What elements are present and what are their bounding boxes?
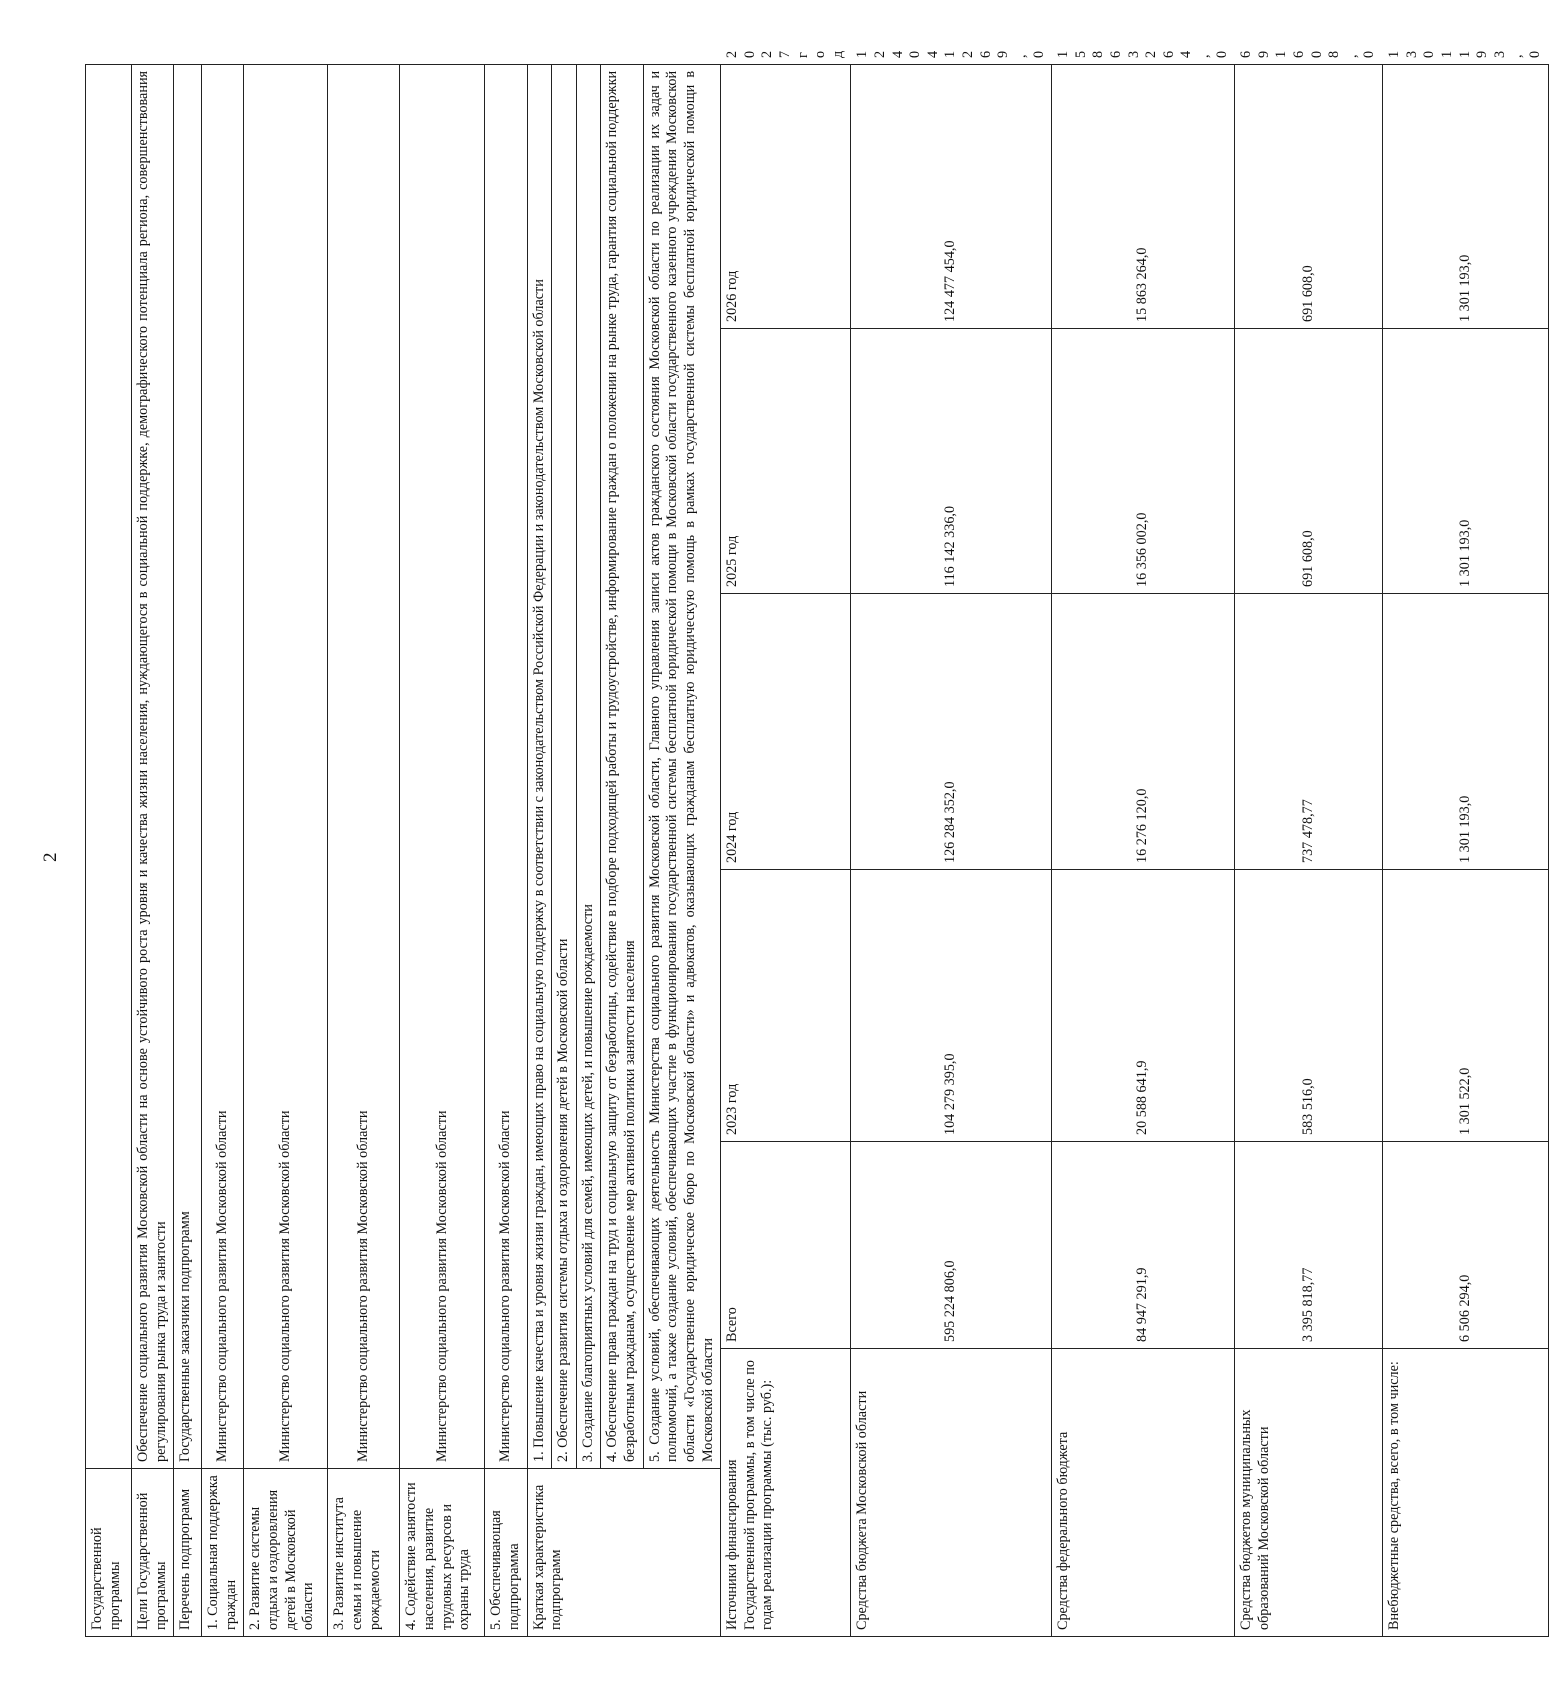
sub1-value: Министерство социального развития Московской области <box>202 64 244 1468</box>
financing-cell: 116 142 336,0 <box>851 329 1052 594</box>
column-header: 2023 год <box>721 870 851 1142</box>
financing-cell: 16 356 002,0 <box>1052 329 1235 594</box>
financing-cell: 20 588 641,9 <box>1052 870 1235 1142</box>
financing-cell: 3 395 818,77 <box>1235 1142 1383 1349</box>
financing-cell: 1 301 522,0 <box>1383 870 1548 1142</box>
financing-cell: 6 506 294,0 <box>1383 1142 1548 1349</box>
financing-row: Внебюджетные средства, всего, в том числе: 6 506 294,0 1 301 522,0 1 301 193,0 1 301 193,0 1 301 193,0 1 301 193,0 <box>1383 64 1548 1636</box>
subprograms-value: Государственные заказчики подпрограмм <box>174 64 202 1468</box>
financing-row-label: Средства бюджета Московской области <box>851 1349 1052 1637</box>
financing-cell: 126 284 352,0 <box>851 594 1052 870</box>
characteristic-item: 4. Обеспечение права граждан на труд и социальную защиту от безработицы, содействие в подборе подходящей работы и трудоустройстве, информирование граждан о положении на рынке труда, гарантия социальной поддержки безработным гражданам, осуществление мер активной политики занятости населения <box>601 64 643 1468</box>
column-header: Всего <box>721 1142 851 1349</box>
subprograms-label: Перечень подпрограмм <box>174 1469 202 1637</box>
financing-label: Источники финансирования Государственной программы, в том числе по годам реализации программы (тыс. руб.): <box>721 1349 851 1637</box>
financing-row: Средства бюджета Московской области 595 224 806,0 104 279 395,0 126 284 352,0 116 142 336,0 124 477 454,0 124 041 269,0 <box>851 64 1052 1636</box>
column-header: 2025 год <box>721 329 851 594</box>
goals-value: Обеспечение социального развития Московской области на основе устойчивого роста уровня и качества жизни населения, нуждающегося в социальной поддержке, демографического потенциала региона, совершенствования регулирования рынка труда и занятости <box>132 64 174 1468</box>
sub5-label: 5. Обеспечивающая подпрограмма <box>485 1469 527 1637</box>
table-row <box>576 64 601 1636</box>
table-row <box>552 64 577 1636</box>
goals-label: Цели Государственной программы <box>132 1469 174 1637</box>
financing-cell: 1 301 193,0 <box>1383 594 1548 870</box>
financing-cell: 1 301 193,0 <box>1383 329 1548 594</box>
financing-cell: 124 477 454,0 <box>851 64 1052 328</box>
table-row <box>132 64 174 1636</box>
financing-cell: 595 224 806,0 <box>851 1142 1052 1349</box>
table-row <box>643 64 720 1636</box>
financing-cell: 583 516,0 <box>1235 870 1383 1142</box>
characteristic-item: 2. Обеспечение развития системы отдыха и оздоровления детей в Московской области <box>552 64 577 1468</box>
column-header: 2024 год <box>721 594 851 870</box>
table-row <box>527 64 552 1636</box>
row-value <box>86 64 132 1468</box>
table-row <box>328 64 400 1636</box>
financing-row: Средства бюджетов муниципальных образований Московской области 3 395 818,77 583 516,0 737 478,77 691 608,0 691 608,0 691 608,0 <box>1235 64 1383 1636</box>
financing-cell: 15 863 264,0 <box>1052 64 1235 328</box>
table-row <box>601 64 643 1636</box>
financing-cell: 691 608,0 <box>1235 64 1383 328</box>
financing-cell: 691 608,0 <box>1235 329 1383 594</box>
table-row <box>202 64 244 1636</box>
financing-header-row: Источники финансирования Государственной программы, в том числе по годам реализации программы (тыс. руб.): Всего 2023 год 2024 год 2025 год 2026 год 2027 год <box>721 64 851 1636</box>
sub3-value: Министерство социального развития Московской области <box>328 64 400 1468</box>
table-row <box>485 64 527 1636</box>
financing-cell: 16 276 120,0 <box>1052 594 1235 870</box>
characteristics-label: Краткая характеристика подпрограмм <box>527 1469 720 1637</box>
table-row <box>174 64 202 1636</box>
financing-row-label: Средства федерального бюджета <box>1052 1349 1235 1637</box>
sub4-value: Министерство социального развития Московской области <box>400 64 485 1468</box>
sub1-label: 1. Социальная поддержка граждан <box>202 1469 244 1637</box>
table-row <box>400 64 485 1636</box>
row-label: Государственной программы <box>86 1469 132 1637</box>
financing-row: Средства федерального бюджета 84 947 291,9 20 588 641,9 16 276 120,0 16 356 002,0 15 863 264,0 15 863 264,0 <box>1052 64 1235 1636</box>
table-row <box>86 64 132 1636</box>
characteristic-item: 1. Повышение качества и уровня жизни граждан, имеющих право на социальную поддержку в соответствии с законодательством Российской Федерации и законодательством Московской области <box>527 64 552 1468</box>
sub3-label: 3. Развитие института семьи и повышение рождаемости <box>328 1469 400 1637</box>
financing-cell: 1 301 193,0 <box>1383 64 1548 328</box>
characteristic-item: 3. Создание благоприятных условий для семей, имеющих детей, и повышение рождаемости <box>576 64 601 1468</box>
table-row <box>244 64 328 1636</box>
page-number: 2 <box>40 852 61 862</box>
financing-cell: 104 279 395,0 <box>851 870 1052 1142</box>
characteristic-item: 5. Создание условий, обеспечивающих деятельность Министерства социального развития Московской области, Главного управления записи актов гражданского состояния Московской области по реализации их задач и полномочий, а также создание условий, обеспечивающих участие в функционировании государственной системы бесплатной юридической помощи в Московской области государственного казенного учреждения Московской области «Государственное юридическое бюро по Московской области» и адвокатов, оказывающих гражданам бесплатную юридическую помощь в рамках государственной системы бесплатной юридической помощи в Московской области <box>643 64 720 1468</box>
program-passport-table <box>85 50 1549 1637</box>
sub2-value: Министерство социального развития Московской области <box>244 64 328 1468</box>
sub4-label: 4. Содействие занятости населения, развитие трудовых ресурсов и охраны труда <box>400 1469 485 1637</box>
financing-cell: 84 947 291,9 <box>1052 1142 1235 1349</box>
column-header: 2026 год <box>721 64 851 328</box>
financing-row-label: Средства бюджетов муниципальных образований Московской области <box>1235 1349 1383 1637</box>
financing-cell: 737 478,77 <box>1235 594 1383 870</box>
sub5-value: Министерство социального развития Московской области <box>485 64 527 1468</box>
financing-row-label: Внебюджетные средства, всего, в том числе: <box>1383 1349 1548 1637</box>
sub2-label: 2. Развитие системы отдыха и оздоровления детей в Московской области <box>244 1469 328 1637</box>
